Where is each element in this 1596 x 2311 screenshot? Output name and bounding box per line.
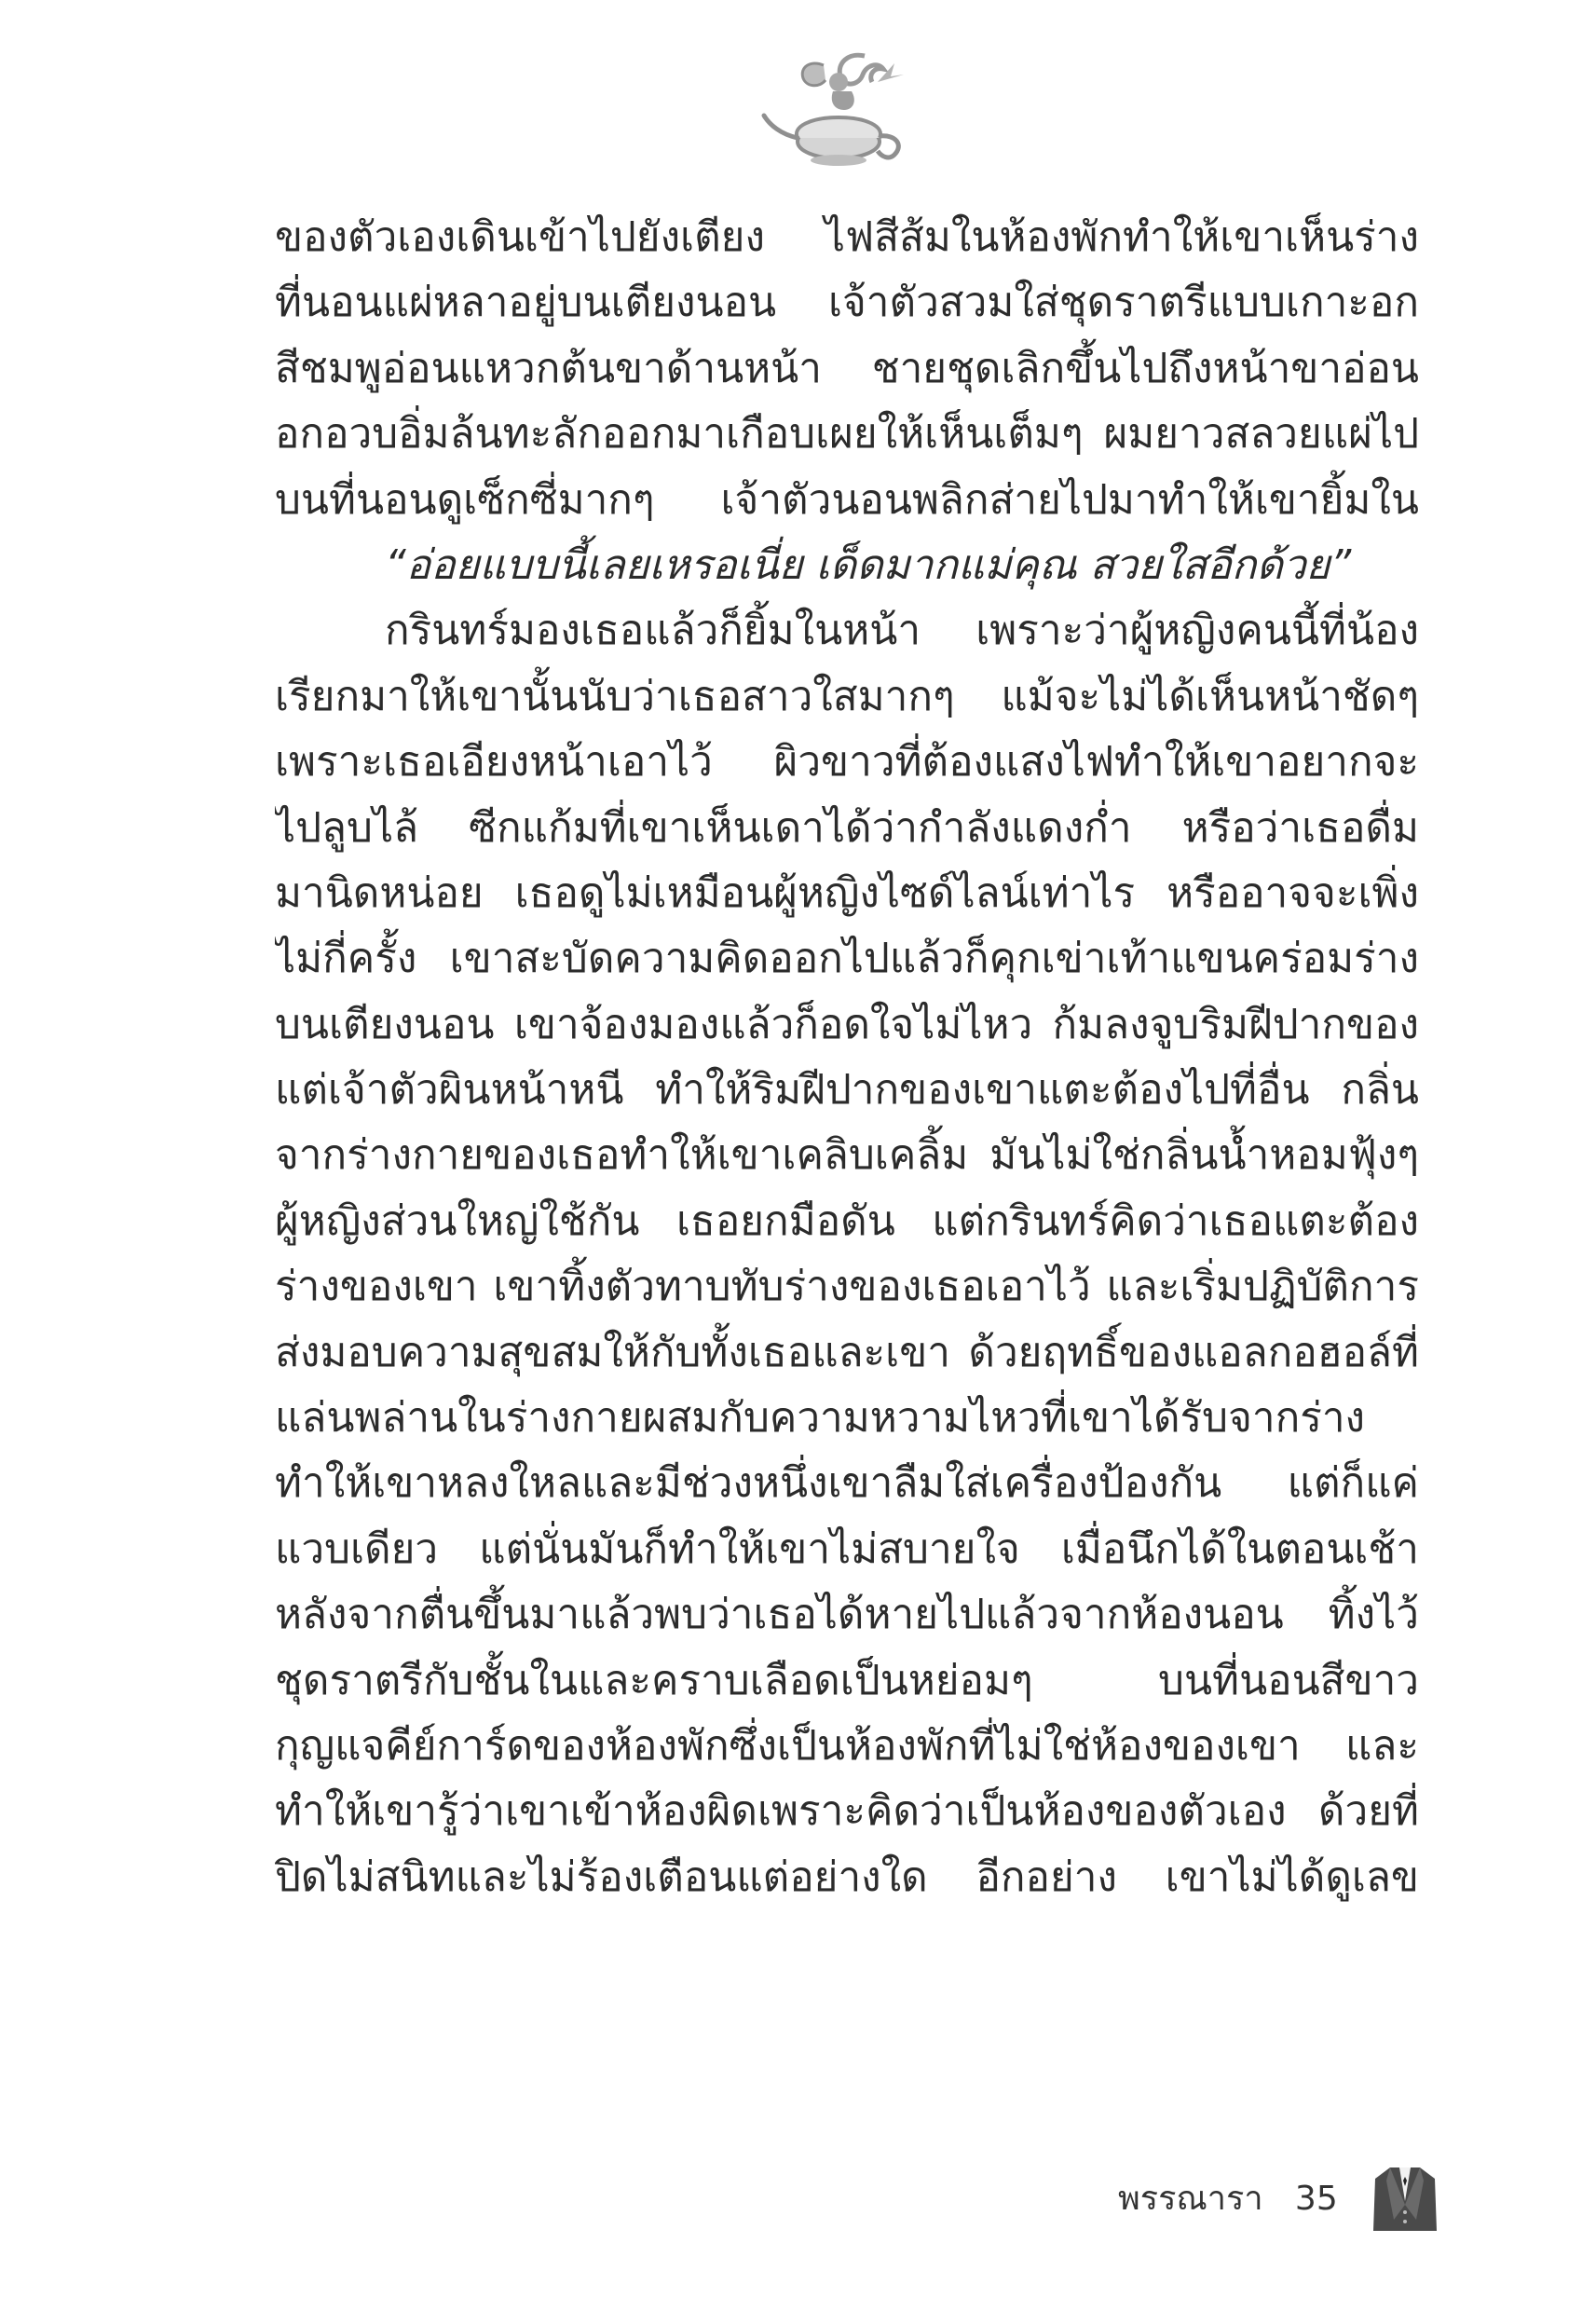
suit-jacket-icon (1371, 2164, 1439, 2233)
text-line: แล่นพล่านในร่างกายผสมกับความหวามไหวที่เขาได้รับจากร่าง (275, 1394, 1366, 1443)
page-footer (1099, 2153, 1453, 2236)
cupid-teapot-icon (755, 45, 913, 171)
text-line: สีชมพูอ่อนแหวกต้นขาด้านหน้า ชายชุดเลิกขึ้นไปถึงหน้าขาอ่อน (275, 344, 1419, 392)
text-line: ผู้หญิงส่วนใหญ่ใช้กัน เธอยกมือดัน แต่กรินทร์คิดว่าเธอแตะต้อง (275, 1197, 1419, 1245)
text-line: เรียกมาให้เขานั้นนับว่าเธอสาวใสมากๆ แม้จะไม่ได้เห็นหน้าชัดๆ (275, 672, 1419, 720)
text-line: ไปลูบไล้ ซีกแก้มที่เขาเห็นเดาได้ว่ากำลังแดงก่ำ หรือว่าเธอดื่ม (275, 803, 1419, 852)
text-line: หลังจากตื่นขึ้นมาแล้วพบว่าเธอได้หายไปแล้วจากห้องนอน ทิ้งไว้ (275, 1591, 1419, 1639)
text-line: อกอวบอิ่มล้นทะลักออกมาเกือบเผยให้เห็นเต็มๆ ผมยาวสลวยแผ่ไป (275, 410, 1419, 458)
text-line: กุญแจคีย์การ์ดของห้องพักซึ่งเป็นห้องพักที่ไม่ใช่ห้องของเขา และ (275, 1721, 1419, 1770)
text-line: ร่างของเขา เขาทิ้งตัวทาบทับร่างของเธอเอาไว้ และเริ่มปฏิบัติการ (275, 1263, 1419, 1311)
text-line: ทำให้เขาหลงใหลและมีช่วงหนึ่งเขาลืมใส่เครื่องป้องกัน แต่ก็แค่ (275, 1459, 1419, 1508)
footer-label (1118, 2181, 1338, 2218)
text-line: กรินทร์มองเธอแล้วก็ยิ้มในหน้า เพราะว่าผู้หญิงคนนี้ที่น้อง (385, 607, 1419, 655)
page-number: 35 (1294, 2180, 1338, 2218)
text-line: ส่งมอบความสุขสมให้กับทั้งเธอและเขา ด้วยฤทธิ์ของแอลกอฮอล์ที่ (275, 1328, 1419, 1376)
text-line: ทำให้เขารู้ว่าเขาเข้าห้องผิดเพราะคิดว่าเป็นห้องของตัวเอง ด้วยที่ (275, 1787, 1419, 1836)
text-line: จากร่างกายของเธอทำให้เขาเคลิบเคลิ้ม มันไม่ใช่กลิ่นน้ำหอมฟุ้งๆ (275, 1131, 1419, 1180)
text-line: บนเตียงนอน เขาจ้องมองแล้วก็อดใจไม่ไหว ก้มลงจูบริมฝีปากของ (275, 1000, 1419, 1048)
text-line: แต่เจ้าตัวผินหน้าหนี ทำให้ริมฝีปากของเขาแตะต้องไปที่อื่น กลิ่น (275, 1066, 1419, 1114)
text-line: แวบเดียว แต่นั่นมันก็ทำให้เขาไม่สบายใจ เมื่อนึกได้ในตอนเช้า (275, 1525, 1419, 1573)
text-line: ของตัวเองเดินเข้าไปยังเตียง ไฟสีส้มในห้องพักทำให้เขาเห็นร่าง (275, 213, 1419, 261)
text-line: บนที่นอนดูเซ็กซี่มากๆ เจ้าตัวนอนพลิกส่ายไปมาทำให้เขายิ้มใน (275, 475, 1419, 524)
text-line: เพราะเธอเอียงหน้าเอาไว้ ผิวขาวที่ต้องแสงไฟทำให้เขาอยากจะ (275, 738, 1419, 786)
text-line: ที่นอนแผ่หลาอยู่บนเตียงนอน เจ้าตัวสวมใส่ชุดราตรีแบบเกาะอก (275, 279, 1419, 327)
text-line: ไม่กี่ครั้ง เขาสะบัดความคิดออกไปแล้วก็คุกเข่าเท้าแขนคร่อมร่าง (275, 935, 1419, 983)
text-line: มานิดหน่อย เธอดูไม่เหมือนผู้หญิงไซด์ไลน์เท่าไร หรืออาจจะเพิ่ง (275, 868, 1419, 917)
page-body (275, 205, 1419, 1910)
text-line: ชุดราตรีกับชั้นในและคราบเลือดเป็นหย่อมๆ บนที่นอนสีขาว (275, 1656, 1419, 1704)
dialogue-quote: “อ่อยแบบนี้เลยเหรอเนี่ย เด็ดมากแม่คุณ สวยใสอีกด้วย” (385, 540, 1352, 589)
text-line: ปิดไม่สนิทและไม่ร้องเตือนแต่อย่างใด อีกอย่าง เขาไม่ได้ดูเลข (275, 1853, 1419, 1901)
book-title: พรรณารา (1118, 2180, 1263, 2218)
